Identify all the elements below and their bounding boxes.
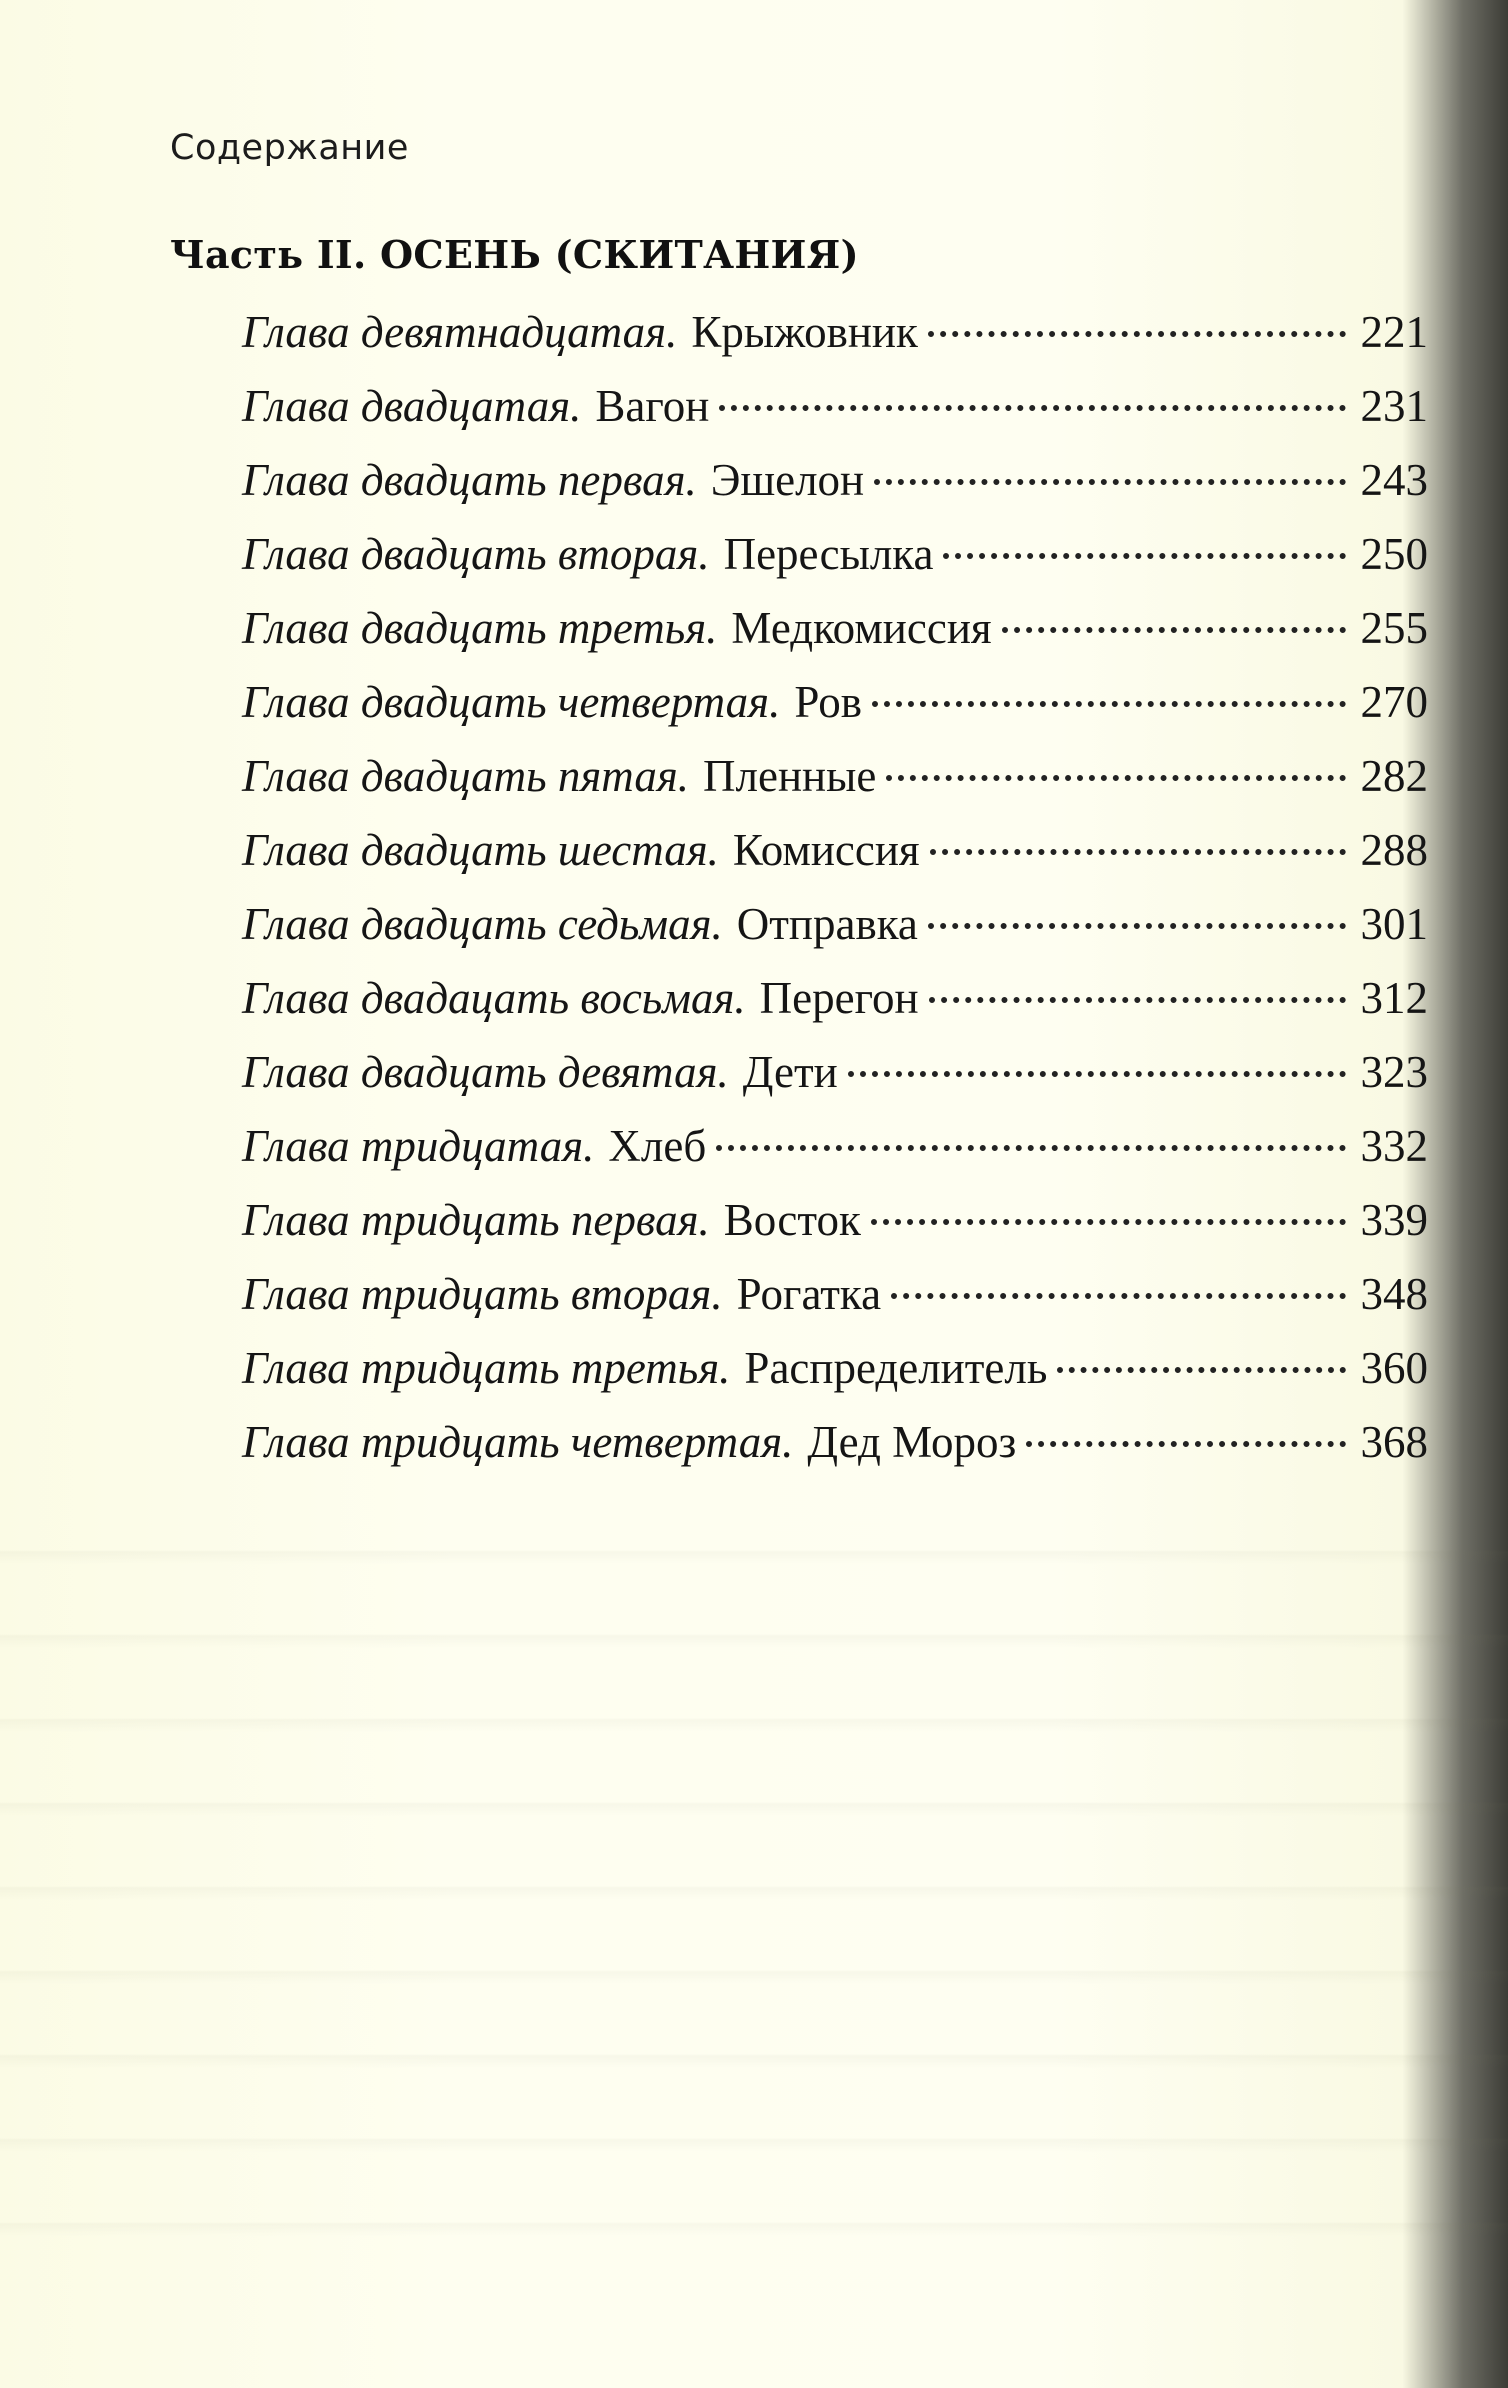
toc-dot-leader [943, 553, 1346, 559]
toc-entry [242, 750, 1428, 824]
toc-dot-leader [871, 1219, 1346, 1225]
toc-chapter-title: Ров [794, 677, 863, 727]
part-title: Часть II. ОСЕНЬ (СКИТАНИЯ) [170, 232, 859, 277]
toc-chapter-label: Глава девятнадцатая. [242, 307, 678, 357]
toc-entry [242, 1194, 1428, 1268]
running-head: Содержание [170, 128, 409, 168]
toc-chapter-title: Крыжовник [691, 307, 918, 357]
toc-page-number: 231 [1360, 381, 1428, 431]
toc-chapter-title: Восток [723, 1195, 861, 1245]
toc-chapter-label: Глава тридцать вторая. [242, 1269, 723, 1319]
toc-chapter-label: Глава двадцать седьмая. [242, 899, 723, 949]
toc-chapter-label: Глава двадцать девятая. [242, 1047, 729, 1097]
toc-page-number: 301 [1360, 899, 1428, 949]
toc-page-number: 243 [1360, 455, 1428, 505]
toc-chapter-label: Глава двадцать первая. [242, 455, 697, 505]
toc-chapter-title: Вагон [595, 381, 710, 431]
toc-entry [242, 1268, 1428, 1342]
toc-page-number: 270 [1360, 677, 1428, 727]
toc-entry [242, 306, 1428, 380]
toc-page-number: 332 [1360, 1121, 1428, 1171]
toc-chapter-title: Отправка [736, 899, 918, 949]
toc-page-number: 312 [1360, 973, 1428, 1023]
toc-chapter-label: Глава двадцать третья. [242, 603, 718, 653]
toc-chapter-title: Хлеб [608, 1121, 707, 1171]
toc-chapter-label: Глава тридцать первая. [242, 1195, 710, 1245]
toc-chapter-label: Глава двадцать четвертая. [242, 677, 781, 727]
toc-chapter-label: Глава двадцать вторая. [242, 529, 710, 579]
toc-page-number: 288 [1360, 825, 1428, 875]
toc-dot-leader [930, 849, 1346, 855]
show-through-background [0, 1480, 1508, 2280]
toc-dot-leader [719, 405, 1346, 411]
toc-chapter-label: Глава двадацать восьмая. [242, 973, 746, 1023]
toc-dot-leader [886, 775, 1346, 781]
toc-page-number: 323 [1360, 1047, 1428, 1097]
toc-entry [242, 454, 1428, 528]
toc-dot-leader [874, 479, 1346, 485]
toc-dot-leader [928, 923, 1346, 929]
toc-chapter-title: Медкомиссия [731, 603, 992, 653]
toc-chapter-title: Дети [742, 1047, 838, 1097]
table-of-contents [242, 306, 1428, 1490]
toc-entry [242, 898, 1428, 972]
toc-dot-leader [1026, 1441, 1346, 1447]
toc-chapter-title: Дед Мороз [807, 1417, 1017, 1467]
toc-chapter-title: Перегон [759, 973, 919, 1023]
toc-page-number: 360 [1360, 1343, 1428, 1393]
toc-entry [242, 1046, 1428, 1120]
toc-dot-leader [848, 1071, 1346, 1077]
toc-entry [242, 1342, 1428, 1416]
toc-page-number: 368 [1360, 1417, 1428, 1467]
toc-chapter-label: Глава тридцать третья. [242, 1343, 731, 1393]
toc-chapter-label: Глава двадцатая. [242, 381, 582, 431]
toc-entry [242, 1416, 1428, 1490]
toc-page-number: 339 [1360, 1195, 1428, 1245]
toc-page-number: 221 [1360, 307, 1428, 357]
toc-chapter-title: Распределитель [744, 1343, 1048, 1393]
toc-chapter-label: Глава тридцатая. [242, 1121, 595, 1171]
toc-entry [242, 824, 1428, 898]
toc-chapter-title: Комиссия [732, 825, 920, 875]
toc-entry [242, 528, 1428, 602]
toc-dot-leader [928, 331, 1346, 337]
toc-page-number: 250 [1360, 529, 1428, 579]
toc-chapter-title: Пленные [703, 751, 877, 801]
toc-page-number: 348 [1360, 1269, 1428, 1319]
toc-entry [242, 676, 1428, 750]
toc-dot-leader [1057, 1367, 1346, 1373]
toc-chapter-label: Глава тридцать четвертая. [242, 1417, 794, 1467]
toc-dot-leader [891, 1293, 1346, 1299]
toc-dot-leader [716, 1145, 1346, 1151]
toc-entry [242, 972, 1428, 1046]
toc-dot-leader [929, 997, 1346, 1003]
toc-chapter-label: Глава двадцать пятая. [242, 751, 690, 801]
toc-chapter-title: Эшелон [710, 455, 865, 505]
toc-entry [242, 380, 1428, 454]
toc-page-number: 255 [1360, 603, 1428, 653]
toc-chapter-title: Пересылка [723, 529, 934, 579]
toc-entry [242, 602, 1428, 676]
toc-page-number: 282 [1360, 751, 1428, 801]
toc-dot-leader [872, 701, 1346, 707]
toc-entry [242, 1120, 1428, 1194]
toc-chapter-label: Глава двадцать шестая. [242, 825, 719, 875]
toc-chapter-title: Рогатка [736, 1269, 882, 1319]
toc-dot-leader [1002, 627, 1346, 633]
